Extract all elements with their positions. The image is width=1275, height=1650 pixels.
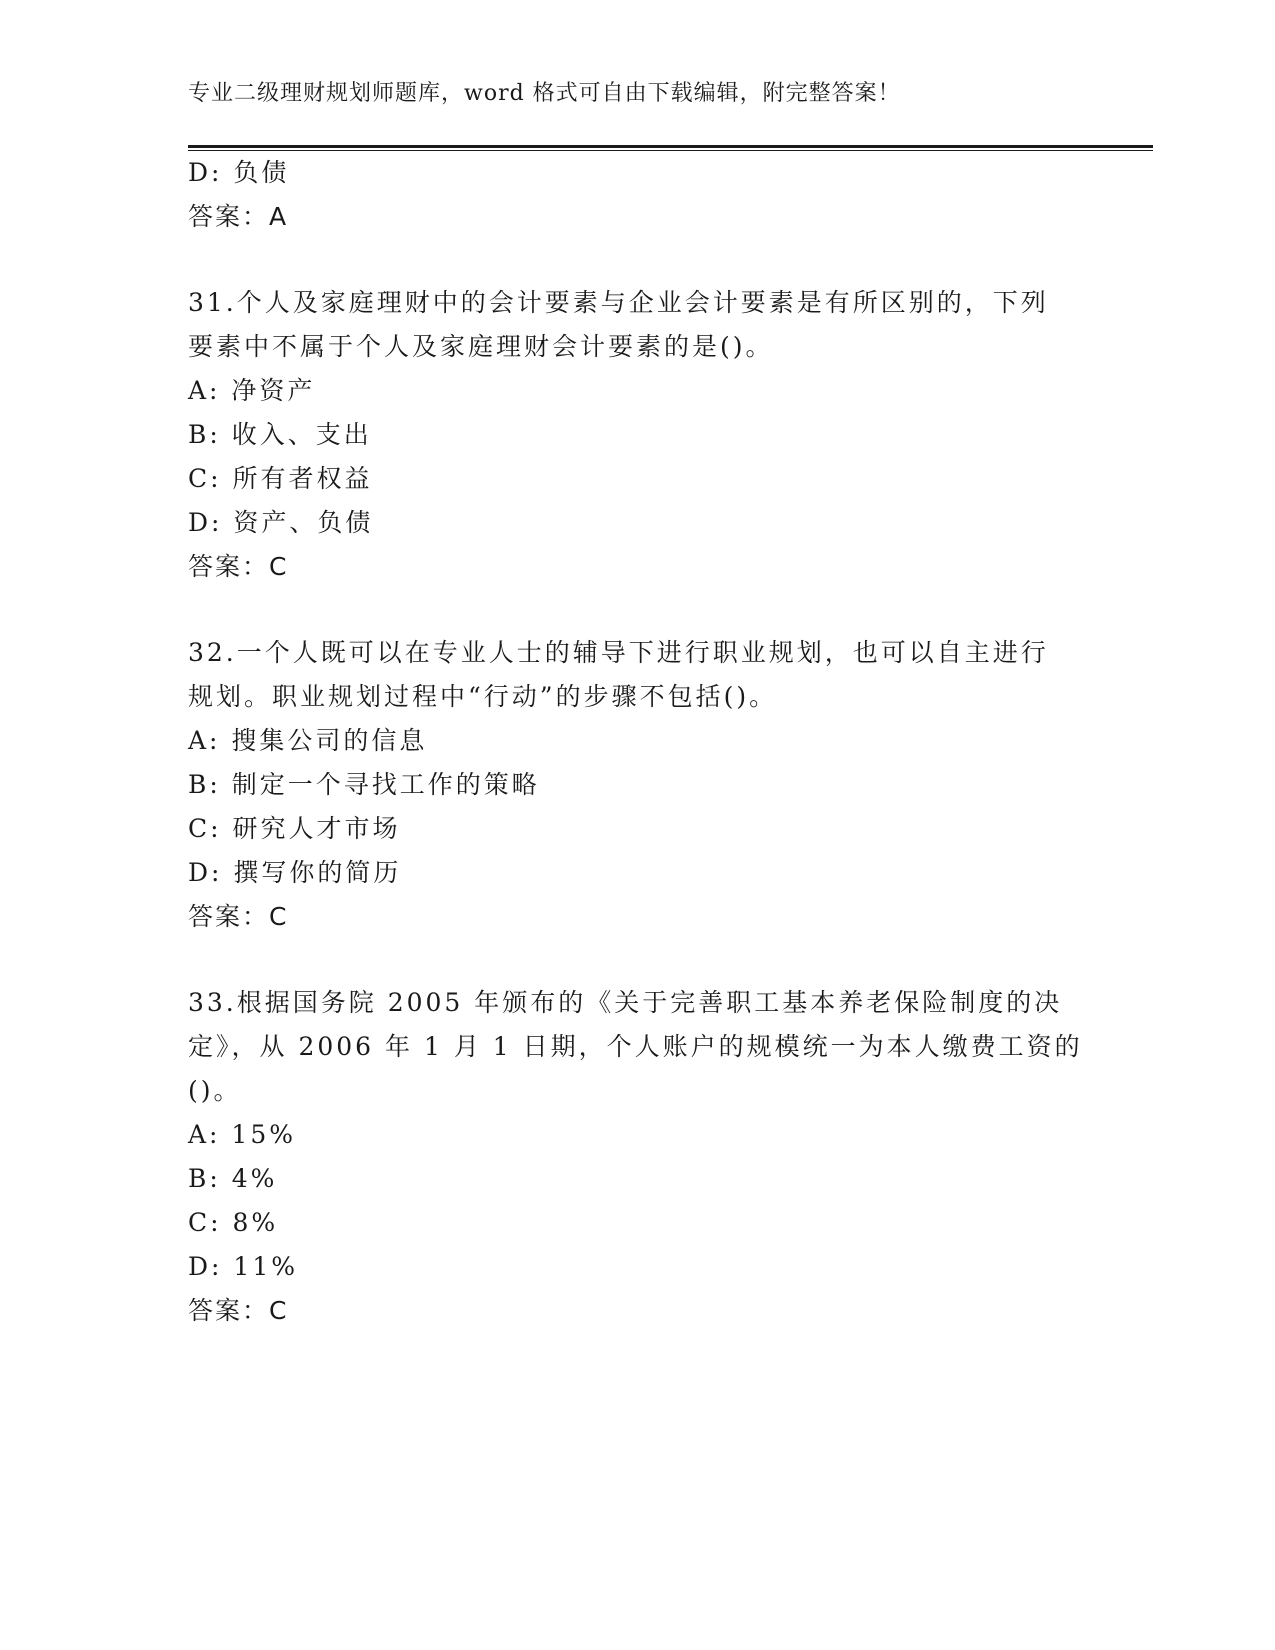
page-header: 专业二级理财规划师题库，word 格式可自由下载编辑，附完整答案！ — [188, 81, 901, 106]
q33-option-a: A: 15% — [188, 1120, 296, 1149]
q32-answer: 答案：C — [188, 902, 289, 931]
q31-answer: 答案：C — [188, 552, 289, 581]
q32-option-d: D: 撰写你的简历 — [188, 858, 402, 887]
q32-stem-line-1: 32.一个人既可以在专业人士的辅导下进行职业规划，也可以自主进行 — [188, 638, 1049, 667]
q33-stem-line-1: 33.根据国务院 2005 年颁布的《关于完善职工基本养老保险制度的决 — [188, 988, 1063, 1017]
q32-stem-line-2: 规划。职业规划过程中“行动”的步骤不包括()。 — [188, 682, 778, 711]
q33-stem-line-2: 定》，从 2006 年 1 月 1 日期，个人账户的规模统一为本人缴费工资的 — [188, 1032, 1083, 1061]
q31-stem-line-2: 要素中不属于个人及家庭理财会计要素的是()。 — [188, 332, 774, 361]
q31-stem-line-1: 31.个人及家庭理财中的会计要素与企业会计要素是有所区别的，下列 — [188, 288, 1049, 317]
q31-option-d: D: 资产、负债 — [188, 508, 374, 537]
q33-stem-line-3: ()。 — [188, 1076, 242, 1105]
q31-option-b: B: 收入、支出 — [188, 420, 372, 449]
prev-answer: 答案：A — [188, 202, 289, 231]
q32-option-a: A: 搜集公司的信息 — [188, 726, 428, 755]
q33-option-b: B: 4% — [188, 1164, 278, 1193]
header-rule-thick — [188, 145, 1153, 148]
q31-option-a: A: 净资产 — [188, 376, 316, 405]
header-rule-thin — [188, 150, 1153, 151]
q33-option-d: D: 11% — [188, 1252, 298, 1281]
q33-option-c: C: 8% — [188, 1208, 279, 1237]
q32-option-b: B: 制定一个寻找工作的策略 — [188, 770, 540, 799]
q32-option-c: C: 研究人才市场 — [188, 814, 401, 843]
q33-answer: 答案：C — [188, 1296, 289, 1325]
q31-option-c: C: 所有者权益 — [188, 464, 373, 493]
prev-option-d: D: 负债 — [188, 158, 290, 187]
